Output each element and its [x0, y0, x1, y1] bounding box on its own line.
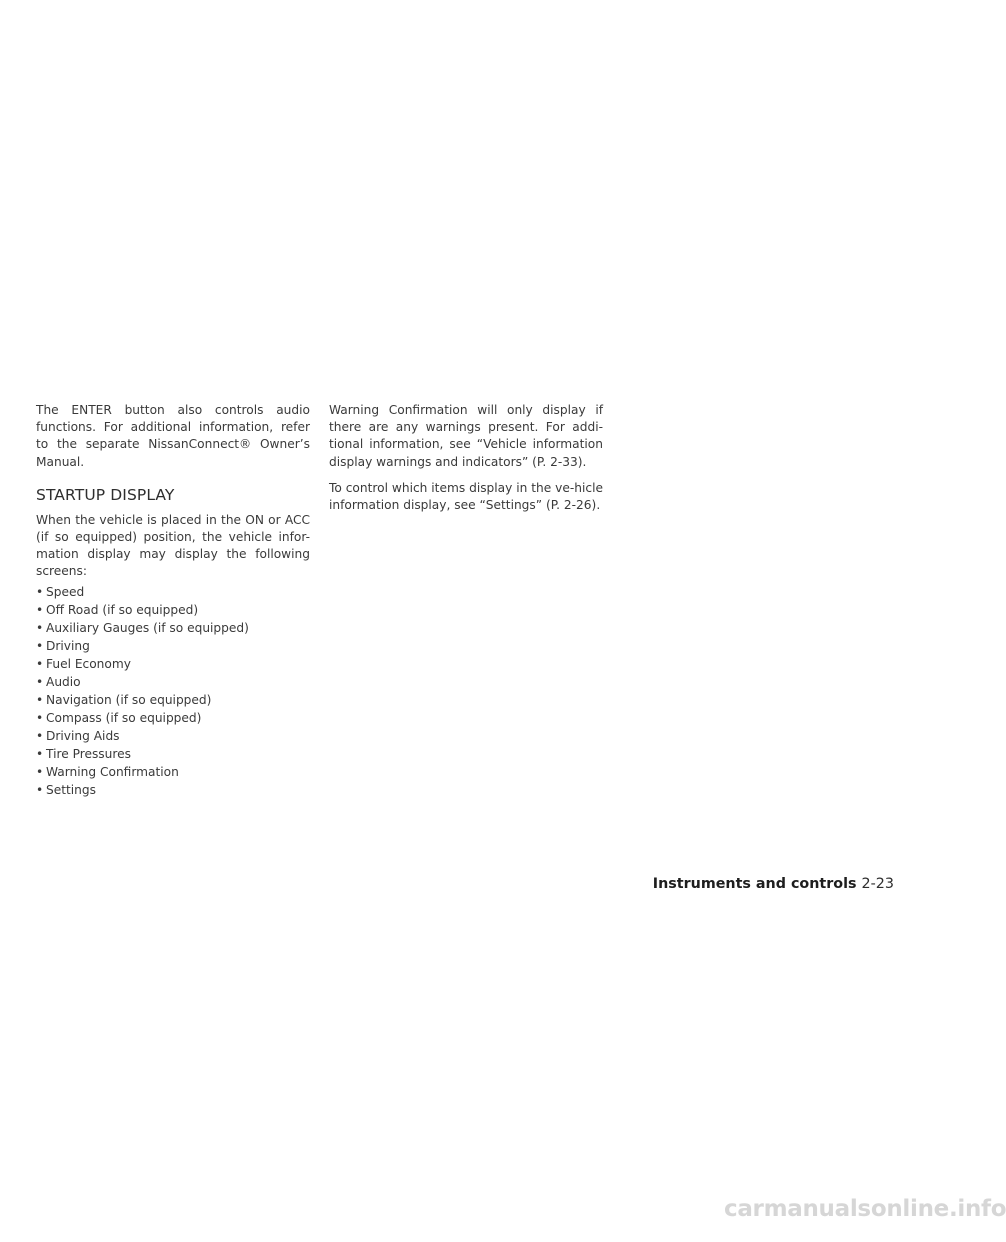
list-item: • Settings: [36, 782, 96, 797]
section-heading: STARTUP DISPLAY: [36, 485, 175, 504]
list-item: • Driving Aids: [36, 728, 120, 743]
footer-section-title: Instruments and controls: [652, 876, 857, 892]
list-item: • Tire Pressures: [36, 746, 131, 761]
list-item: • Audio: [36, 674, 81, 689]
right-column: [329, 402, 603, 523]
list-item: • Compass (if so equipped): [36, 710, 202, 725]
watermark[interactable]: carmanualsonline.info: [724, 1196, 1006, 1222]
intro-paragraph: The ENTER button also controls audio functions. For additional information, refer to the separate NissanConnect® Owner’s Manual.: [36, 403, 310, 469]
left-column: [36, 402, 310, 799]
list-item: • Driving: [36, 638, 90, 653]
list-item: • Auxiliary Gauges (if so equipped): [36, 620, 249, 635]
startup-paragraph: When the vehicle is placed in the ON or ACC (if so equipped) position, the vehicle infor-mation display may display the following screens:: [36, 512, 310, 579]
warning-confirmation-paragraph: Warning Confirmation will only display if there are any warnings present. For addi-tional information, see “Vehicle information display warnings and indicators” (P. 2-33).: [329, 403, 603, 469]
settings-paragraph: To control which items display in the ve-hicle information display, see “Settings” (P. 2-26).: [329, 480, 603, 513]
page-number: 2-23: [861, 876, 894, 892]
page-footer: [653, 876, 894, 892]
screen-list: [36, 583, 310, 799]
list-item: • Speed: [36, 584, 85, 599]
list-item: • Off Road (if so equipped): [36, 602, 199, 617]
list-item: • Navigation (if so equipped): [36, 692, 212, 707]
list-item: • Warning Confirmation: [36, 764, 179, 779]
list-item: • Fuel Economy: [36, 656, 131, 671]
